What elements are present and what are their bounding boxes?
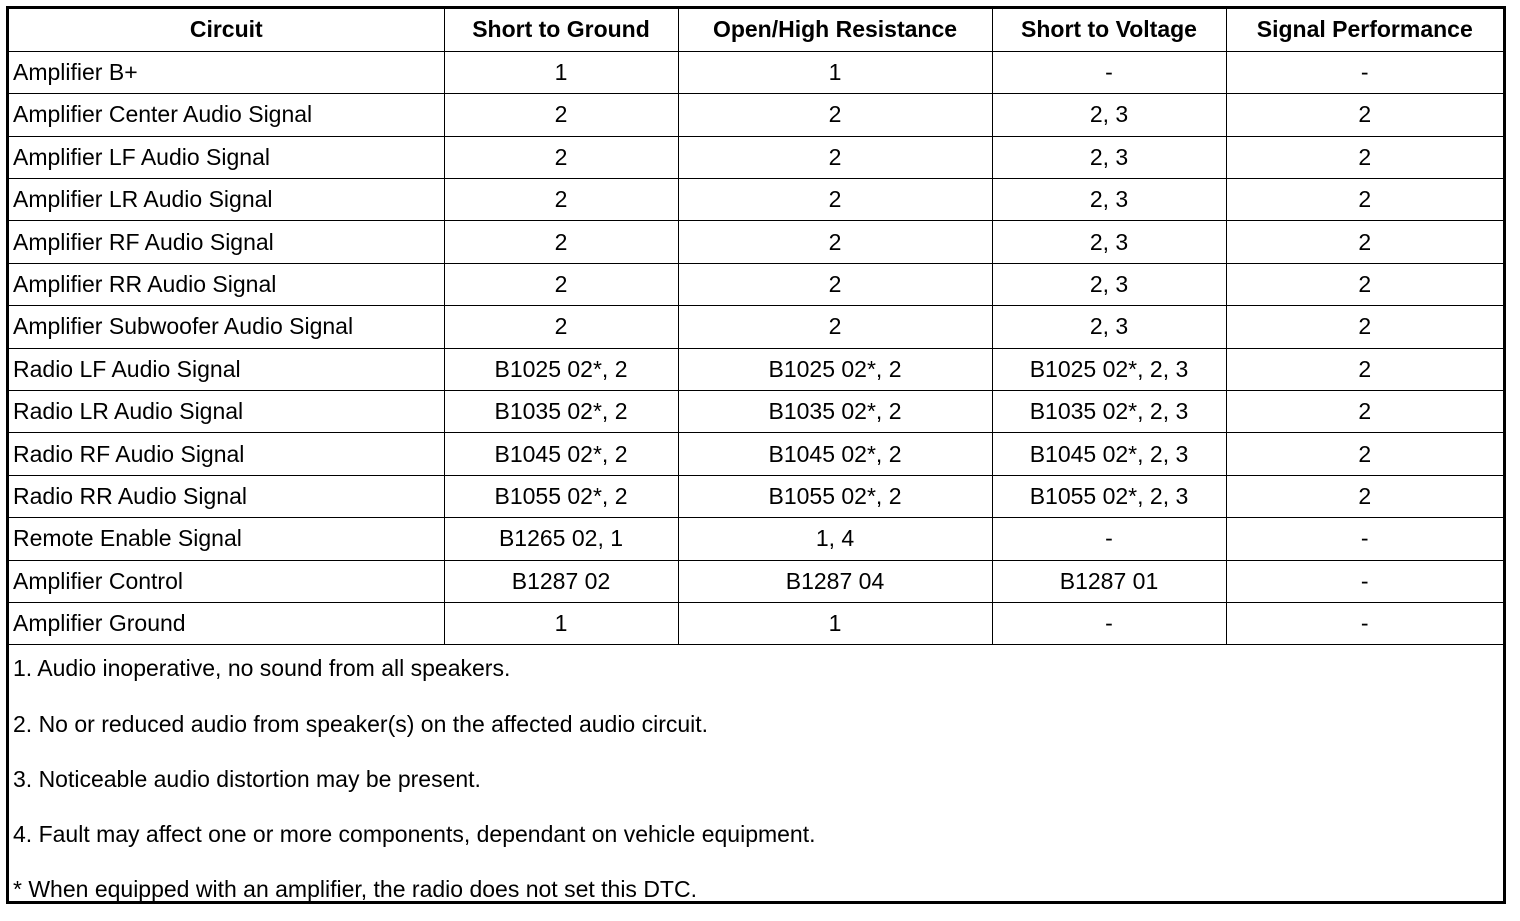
header-open-high-resistance: Open/High Resistance	[678, 9, 992, 51]
signal-performance-cell: -	[1226, 51, 1503, 93]
short-to-voltage-cell: B1287 01	[992, 560, 1226, 602]
table-row	[9, 560, 1503, 602]
table-row	[9, 263, 1503, 305]
short-to-ground-cell: 2	[444, 221, 678, 263]
short-to-voltage-cell: 2, 3	[992, 221, 1226, 263]
signal-performance-cell: 2	[1226, 348, 1503, 390]
signal-performance-cell: -	[1226, 560, 1503, 602]
note-4: 4. Fault may affect one or more components, dependant on vehicle equipment.	[13, 820, 816, 847]
circuit-cell: Remote Enable Signal	[9, 518, 444, 560]
circuit-cell: Radio LF Audio Signal	[9, 348, 444, 390]
table-row	[9, 179, 1503, 221]
table-row	[9, 391, 1503, 433]
circuit-cell: Amplifier Center Audio Signal	[9, 94, 444, 136]
signal-performance-cell: 2	[1226, 263, 1503, 305]
table-row	[9, 433, 1503, 475]
circuit-cell: Amplifier LR Audio Signal	[9, 179, 444, 221]
signal-performance-cell: -	[1226, 518, 1503, 560]
signal-performance-cell: 2	[1226, 306, 1503, 348]
short-to-voltage-cell: B1055 02*, 2, 3	[992, 475, 1226, 517]
short-to-ground-cell: B1055 02*, 2	[444, 475, 678, 517]
short-to-ground-cell: 1	[444, 51, 678, 93]
short-to-ground-cell: 1	[444, 602, 678, 644]
signal-performance-cell: -	[1226, 602, 1503, 644]
open-high-resistance-cell: 2	[678, 306, 992, 348]
short-to-ground-cell: B1045 02*, 2	[444, 433, 678, 475]
table-row	[9, 475, 1503, 517]
table-row	[9, 94, 1503, 136]
table-row	[9, 136, 1503, 178]
circuit-cell: Amplifier Subwoofer Audio Signal	[9, 306, 444, 348]
table-header-row	[9, 9, 1503, 51]
short-to-ground-cell: B1035 02*, 2	[444, 391, 678, 433]
signal-performance-cell: 2	[1226, 136, 1503, 178]
short-to-voltage-cell: 2, 3	[992, 94, 1226, 136]
header-short-to-voltage: Short to Voltage	[992, 9, 1226, 51]
short-to-voltage-cell: 2, 3	[992, 136, 1226, 178]
short-to-ground-cell: 2	[444, 136, 678, 178]
open-high-resistance-cell: 2	[678, 136, 992, 178]
open-high-resistance-cell: B1035 02*, 2	[678, 391, 992, 433]
open-high-resistance-cell: B1045 02*, 2	[678, 433, 992, 475]
open-high-resistance-cell: 2	[678, 263, 992, 305]
table-notes	[9, 645, 1503, 921]
short-to-ground-cell: B1287 02	[444, 560, 678, 602]
circuit-cell: Radio RR Audio Signal	[9, 475, 444, 517]
note-3: 3. Noticeable audio distortion may be present.	[13, 765, 481, 792]
table-row	[9, 306, 1503, 348]
circuit-cell: Amplifier Control	[9, 560, 444, 602]
short-to-voltage-cell: -	[992, 51, 1226, 93]
short-to-voltage-cell: B1035 02*, 2, 3	[992, 391, 1226, 433]
signal-performance-cell: 2	[1226, 475, 1503, 517]
short-to-voltage-cell: B1025 02*, 2, 3	[992, 348, 1226, 390]
note-asterisk: * When equipped with an amplifier, the radio does not set this DTC.	[13, 876, 697, 903]
table-row	[9, 602, 1503, 644]
open-high-resistance-cell: B1025 02*, 2	[678, 348, 992, 390]
signal-performance-cell: 2	[1226, 221, 1503, 263]
table-row	[9, 518, 1503, 560]
short-to-ground-cell: 2	[444, 263, 678, 305]
signal-performance-cell: 2	[1226, 179, 1503, 221]
open-high-resistance-cell: 1	[678, 602, 992, 644]
short-to-voltage-cell: 2, 3	[992, 263, 1226, 305]
note-2: 2. No or reduced audio from speaker(s) on the affected audio circuit.	[13, 710, 709, 737]
circuit-cell: Amplifier Ground	[9, 602, 444, 644]
signal-performance-cell: 2	[1226, 391, 1503, 433]
table-row	[9, 51, 1503, 93]
dtc-symptom-table	[9, 9, 1503, 645]
open-high-resistance-cell: 1	[678, 51, 992, 93]
note-1: 1. Audio inoperative, no sound from all speakers.	[13, 655, 511, 682]
short-to-ground-cell: 2	[444, 94, 678, 136]
header-signal-performance: Signal Performance	[1226, 9, 1503, 51]
header-short-to-ground: Short to Ground	[444, 9, 678, 51]
open-high-resistance-cell: 1, 4	[678, 518, 992, 560]
short-to-voltage-cell: 2, 3	[992, 179, 1226, 221]
short-to-voltage-cell: B1045 02*, 2, 3	[992, 433, 1226, 475]
short-to-ground-cell: 2	[444, 306, 678, 348]
circuit-cell: Amplifier RF Audio Signal	[9, 221, 444, 263]
circuit-cell: Amplifier LF Audio Signal	[9, 136, 444, 178]
short-to-ground-cell: 2	[444, 179, 678, 221]
table-row	[9, 348, 1503, 390]
short-to-voltage-cell: 2, 3	[992, 306, 1226, 348]
open-high-resistance-cell: 2	[678, 221, 992, 263]
circuit-cell: Radio RF Audio Signal	[9, 433, 444, 475]
short-to-voltage-cell: -	[992, 602, 1226, 644]
table-row	[9, 221, 1503, 263]
open-high-resistance-cell: B1287 04	[678, 560, 992, 602]
circuit-cell: Amplifier RR Audio Signal	[9, 263, 444, 305]
open-high-resistance-cell: B1055 02*, 2	[678, 475, 992, 517]
open-high-resistance-cell: 2	[678, 179, 992, 221]
short-to-ground-cell: B1265 02, 1	[444, 518, 678, 560]
signal-performance-cell: 2	[1226, 433, 1503, 475]
open-high-resistance-cell: 2	[678, 94, 992, 136]
dtc-symptom-table-frame	[6, 6, 1506, 904]
short-to-voltage-cell: -	[992, 518, 1226, 560]
signal-performance-cell: 2	[1226, 94, 1503, 136]
circuit-cell: Amplifier B+	[9, 51, 444, 93]
short-to-ground-cell: B1025 02*, 2	[444, 348, 678, 390]
header-circuit: Circuit	[9, 9, 444, 51]
circuit-cell: Radio LR Audio Signal	[9, 391, 444, 433]
